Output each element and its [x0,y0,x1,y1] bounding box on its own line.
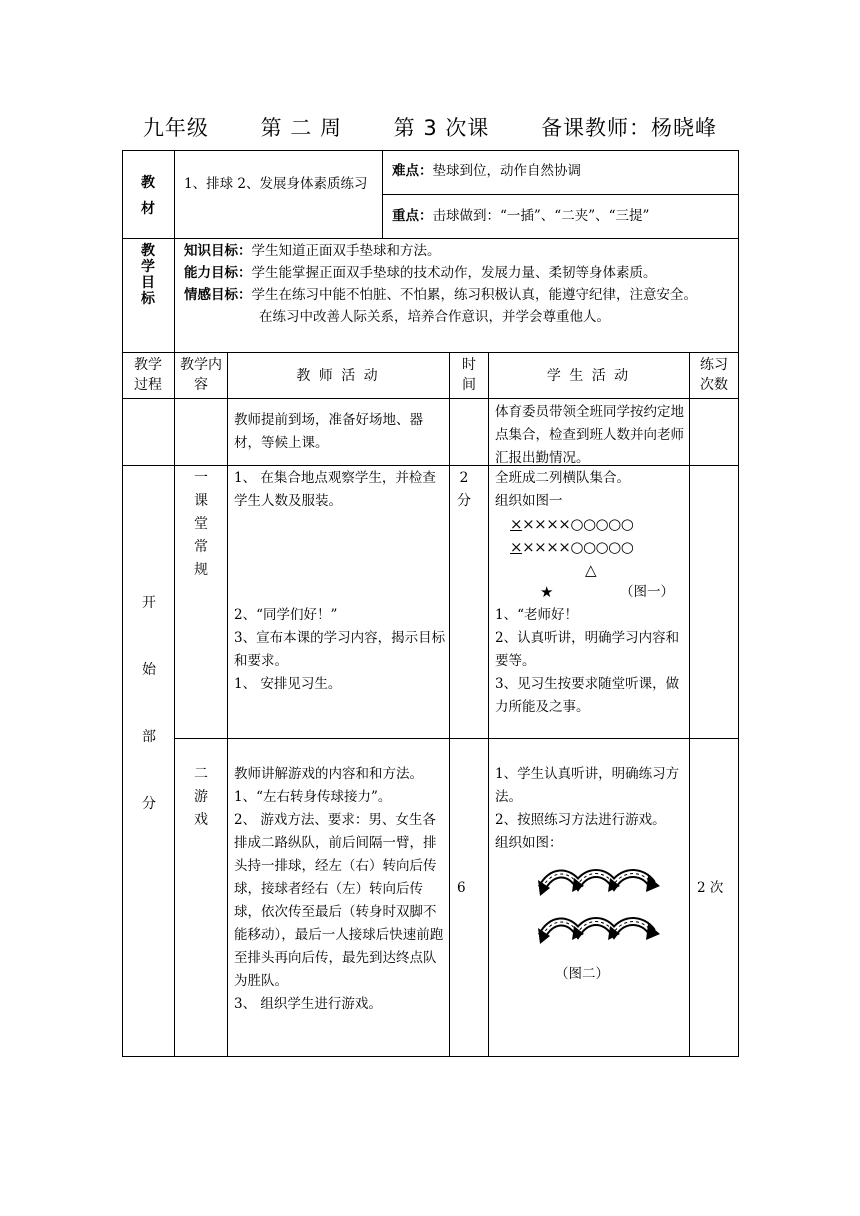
lesson-number: 第 3 次课 [393,116,490,140]
game-teacher-1: 教师讲解游戏的内容和和方法。 [234,766,423,782]
difficulty-label: 难点： [392,163,433,179]
difficulty [392,160,732,183]
week: 第 二 周 [260,116,342,140]
divider [227,352,228,1057]
game-content: 二游戏 [194,766,208,828]
emotion-label: 情感目标： [184,287,252,303]
relay-arrows-figure [538,864,668,944]
knowledge-objective [184,240,734,262]
key-text: 击球做到：“一插”、“二夹”、“三提” [432,208,650,224]
routine-content: 一课堂常规 [194,470,208,578]
divider [174,150,175,352]
routine-student-1: 全班成二列横队集合。 [495,470,630,486]
key-point [392,205,737,228]
header-student-activity: 学 生 活 动 [546,368,631,384]
routine-teacher-1-text: 1、 在集合地点观察学生，并检查学生人数及服装。 [234,470,436,509]
routine-teacher-1 [234,467,446,513]
grade: 九年级 [142,116,209,140]
divider [174,738,739,739]
material-content: 1、排球 2、发展身体素质练习 [184,176,368,192]
ability-label: 能力目标： [184,265,252,281]
divider [689,352,690,1057]
knowledge-text: 学生知道正面双手垫球和方法。 [251,243,441,259]
divider [122,398,739,399]
routine-time: 2分 [457,470,471,509]
triangle-marker: △ [585,561,597,579]
ability-text: 学生能掌握正面双手垫球的技术动作，发展力量、柔韧等身体素质。 [251,265,657,281]
game-teacher-3: 2、 游戏方法、要求：男、女生各排成二路纵队，前后间隔一臂，排头持一排球，经左（右）转向后传球，接球者经右（左）转向后传球，依次传至最后（转身时双脚不能移动），最后一人接球后快速前跑至排头再向后传，最先到达终点队为胜队。 [234,812,444,989]
divider [488,352,489,1057]
relay-arrow-row-2 [538,922,660,945]
difficulty-text: 垫球到位，动作自然协调 [432,163,581,179]
divider [174,352,175,1057]
divider [449,352,450,1057]
objectives-label: 教学目标 [141,243,155,307]
formation-row-1 [510,513,685,536]
game-teacher-4: 3、 组织学生进行游戏。 [234,996,382,1012]
page-title [0,112,860,142]
ability-objective [184,262,734,284]
figure-1-label: （图一） [620,584,674,600]
routine-student-3: 1、“老师好！ [495,607,578,623]
divider [122,352,739,353]
section-label: 开始部分 [142,595,156,812]
routine-teacher-4: 1、 安排见习生。 [234,676,342,692]
emotion-objective [184,284,734,306]
header-process: 教学过程 [134,357,162,393]
teacher-name: 备课教师：杨晓峰 [541,116,718,140]
game-teacher [234,763,446,1016]
game-student-2: 2、按照练习方法进行游戏。 [495,812,666,828]
routine-teacher-2: 2、“同学们好！” [234,607,338,623]
material-label-1: 教 [141,175,155,191]
formation-leader-2: × [510,538,523,556]
formation-members-2: ××××○○○○○ [522,538,634,556]
emotion-text: 学生在练习中能不怕脏、不怕累，练习积极认真，能遵守纪律，注意安全。 [251,287,697,303]
game-time: 6 [457,880,466,896]
material-label [122,170,174,222]
header-time: 时间 [462,357,476,393]
prep-student: 体育委员带领全班同学按约定地点集合，检查到班人数并向老师汇报出勤情况。 [495,404,684,466]
prep-teacher: 教师提前到场，准备好场地、器材，等候上课。 [234,412,423,451]
header-teacher-activity: 教 师 活 动 [296,368,380,384]
routine-student-2: 组织如图一 [495,493,563,509]
divider [122,238,739,239]
game-student [495,763,687,855]
game-student-3: 组织如图： [495,835,563,851]
divider [382,150,383,238]
routine-student-5: 3、见习生按要求随堂听课，做力所能及之事。 [495,676,680,715]
header-content: 教学内容 [180,357,222,393]
formation-row-2 [510,536,685,559]
material-label-2: 材 [141,201,155,217]
routine-student-4: 2、认真听讲，明确学习内容和要等。 [495,630,680,669]
figure-2-label: （图二） [555,966,609,982]
key-label: 重点： [392,208,433,224]
formation-members-1: ××××○○○○○ [522,515,634,533]
relay-arrow-row-1 [538,874,660,897]
objectives-content [184,240,734,328]
header-count: 练习次数 [700,357,728,393]
game-teacher-2: 1、“左右转身传球接力”。 [234,789,392,805]
game-student-1: 1、学生认真听讲，明确练习方法。 [495,766,680,805]
formation-leader-1: × [510,515,523,533]
emotion-objective-2: 在练习中改善人际关系，培养合作意识，并学会尊重他人。 [259,309,610,325]
divider [382,194,739,195]
knowledge-label: 知识目标： [184,243,252,259]
routine-teacher-3: 3、宣布本课的学习内容，揭示目标和要求。 [234,630,446,669]
star-marker: ★ [540,583,554,601]
game-count: 2 次 [697,880,724,896]
